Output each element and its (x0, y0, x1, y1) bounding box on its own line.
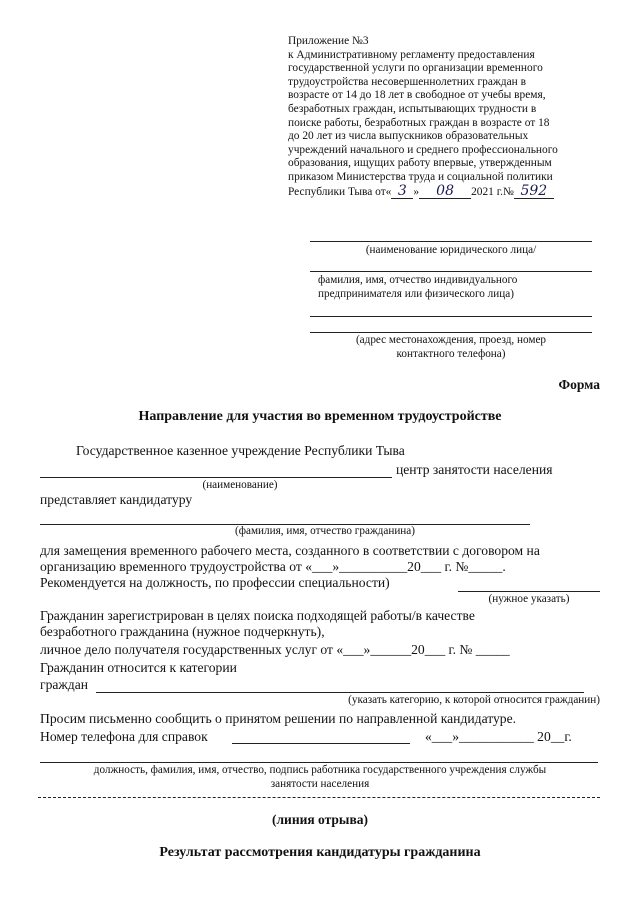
appendix-line: к Административному регламенту предоставления (288, 48, 535, 61)
appendix-month: 08 (419, 185, 471, 200)
appendix-line: приказом Министерства труда и социальной политики (288, 170, 553, 183)
appendix-block (288, 35, 604, 199)
profession-rule (458, 591, 600, 592)
presents-line: представляет кандидатуру (40, 492, 193, 507)
body-line-i: Просим письменно сообщить о принятом решении по направленной кандидатуре. (40, 711, 517, 726)
phone-rule (232, 743, 410, 744)
body-line-e: безработного гражданина (нужное подчеркнуть), (40, 624, 325, 639)
body-line-a: для замещения временного рабочего места, созданного в соответствии с договором на (40, 543, 540, 558)
addressee-rule-1 (310, 241, 592, 242)
phone-date: «___»___________ 20__г. (425, 729, 572, 744)
hint-h: (указать категорию, к которой относится гражданин) (348, 694, 600, 706)
appendix-line: возрасте от 14 до 18 лет в свободное от учебы время, (288, 89, 546, 102)
document-title: Направление для участия во временном трудоустройстве (138, 409, 502, 424)
addressee-label-2b: предпринимателя или физического лица) (318, 288, 514, 300)
form-label: Форма (558, 377, 600, 392)
addressee-label-3a: (адрес местонахождения, проезд, номер (355, 334, 547, 346)
body-line-d: Гражданин зарегистрирован в целях поиска подходящей работы/в качестве (40, 608, 475, 623)
body-line-f: личное дело получателя государственных услуг от «___»______20___ г. № _____ (40, 642, 510, 657)
signature-rule (40, 762, 598, 763)
appendix-line: Приложение №3 (288, 35, 369, 47)
appendix-line: до 20 лет из числа выпускников образовательных (288, 130, 529, 143)
addressee-label-3b: контактного телефона) (396, 348, 506, 360)
addressee-rule-4 (310, 332, 592, 333)
appendix-month-sep: » (413, 185, 420, 198)
appendix-line: безработных граждан, испытывающих трудности в (288, 102, 537, 115)
appendix-line: государственной услуги по организации временного (288, 62, 543, 75)
appendix-line: поиске работы, безработных граждан в возрасте от 18 (288, 116, 550, 129)
category-rule (96, 692, 584, 693)
body-line-h: граждан (40, 677, 89, 692)
appendix-line: образования, ищущих работу впервые, утвержденным (288, 157, 552, 170)
appendix-line: трудоустройства несовершеннолетних граждан в (288, 75, 526, 88)
hint-c: (нужное указать) (488, 593, 570, 605)
body-line-b: организацию временного трудоустройства от «___»__________20___ г. №_____. (40, 559, 506, 574)
addressee-rule-3 (310, 316, 592, 317)
naim-hint: (наименование) (202, 479, 278, 491)
appendix-number: 592 (514, 185, 554, 200)
addressee-label-2a: фамилия, имя, отчество индивидуального (318, 274, 518, 286)
result-title: Результат рассмотрения кандидатуры гражданина (159, 845, 481, 860)
appendix-day: 3 (391, 185, 413, 200)
body-line-g: Гражданин относится к категории (40, 660, 237, 675)
addressee-label-1: (наименование юридического лица/ (365, 244, 537, 256)
body-line-j: Номер телефона для справок (40, 729, 208, 744)
fio-hint: (фамилия, имя, отчество гражданина) (235, 525, 415, 537)
appendix-line: учреждений начального и среднего профессионального (288, 143, 558, 156)
org-line: Государственное казенное учреждение Республики Тыва (76, 443, 405, 458)
tear-line-label: (линия отрыва) (271, 812, 369, 827)
center-label: центр занятости населения (396, 462, 553, 477)
tear-dashed-line (38, 797, 600, 798)
signature-hint-b: занятости населения (270, 778, 370, 790)
appendix-date-line (288, 182, 604, 200)
addressee-rule-2 (310, 271, 592, 272)
appendix-year: 2021 г.№ (471, 185, 514, 198)
body-line-c: Рекомендуется на должность, по профессии специальности) (40, 575, 390, 590)
signature-hint-a: должность, фамилия, имя, отчество, подпись работника государственного учреждения службы (93, 764, 547, 776)
center-name-rule (40, 477, 392, 478)
appendix-date-prefix: Республики Тыва от« (288, 185, 392, 198)
